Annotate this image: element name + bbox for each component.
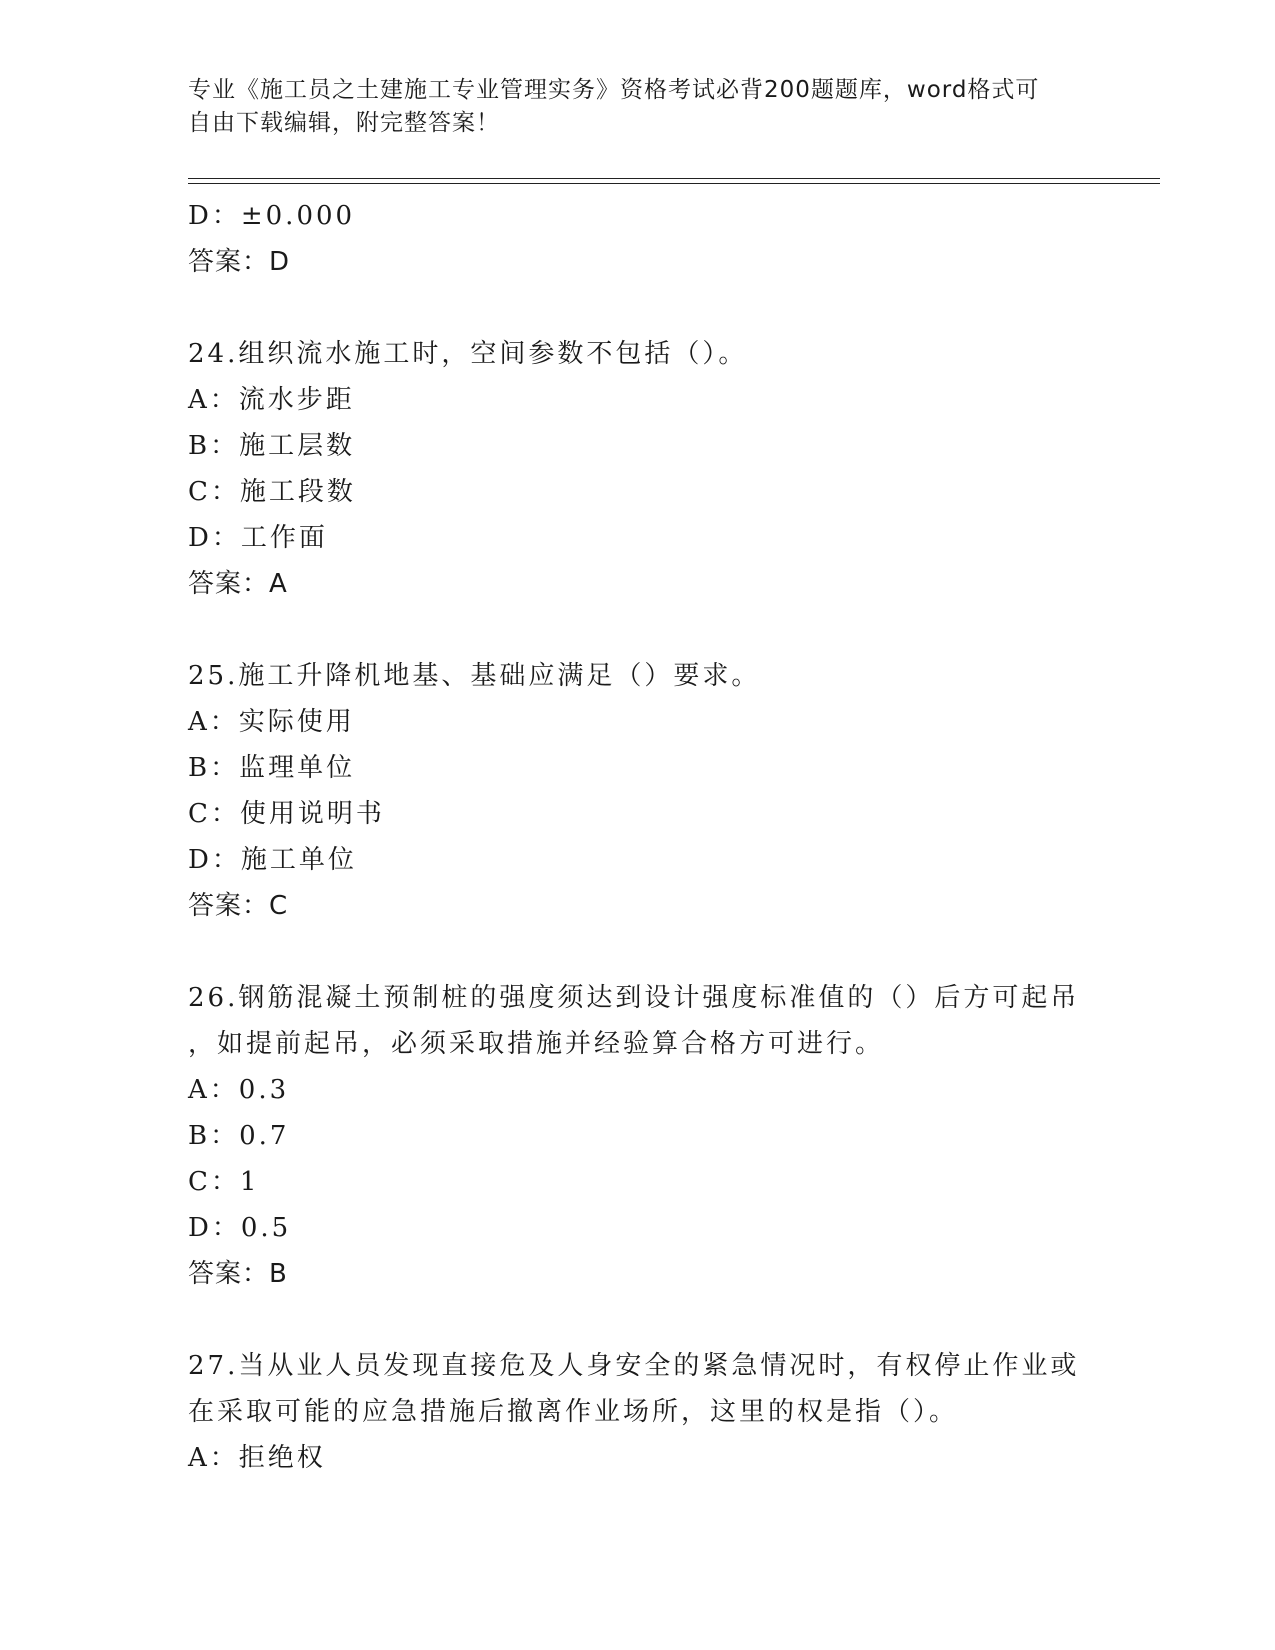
question-27 <box>188 1343 1088 1481</box>
question-spacer <box>188 607 1088 653</box>
option-d: D：0.5 <box>188 1213 292 1243</box>
question-spacer <box>188 929 1088 975</box>
answer: 答案：A <box>188 569 288 599</box>
header-title-line-2: 自由下载编辑，附完整答案！ <box>188 110 500 136</box>
option-a: A：流水步距 <box>188 385 355 415</box>
option-a: A：实际使用 <box>188 707 355 737</box>
header-divider-top <box>188 178 1160 179</box>
question-spacer <box>188 1297 1088 1343</box>
option-d: D：施工单位 <box>188 845 357 875</box>
answer: 答案：B <box>188 1259 288 1289</box>
option-b: B：监理单位 <box>188 753 356 783</box>
option-b: B：0.7 <box>188 1121 290 1151</box>
question-26 <box>188 975 1088 1297</box>
carryover-answer: 答案：D <box>188 247 291 277</box>
option-c: C：使用说明书 <box>188 799 385 829</box>
carryover-option-d: D：±0.000 <box>188 201 356 231</box>
answer: 答案：C <box>188 891 289 921</box>
question-stem: 25.施工升降机地基、基础应满足（）要求。 <box>188 661 761 691</box>
question-25 <box>188 653 1088 929</box>
question-stem-line-1: 27.当从业人员发现直接危及人身安全的紧急情况时，有权停止作业或 <box>188 1351 1080 1381</box>
option-c: C：施工段数 <box>188 477 356 507</box>
option-a: A：0.3 <box>188 1075 290 1105</box>
option-b: B：施工层数 <box>188 431 356 461</box>
question-stem-line-2: 在采取可能的应急措施后撤离作业场所，这里的权是指（）。 <box>188 1397 959 1427</box>
option-c: C：1 <box>188 1167 260 1197</box>
header-title-line-1: 专业《施工员之土建施工专业管理实务》资格考试必背200题题库，word格式可 <box>188 77 1040 103</box>
question-spacer <box>188 285 1088 331</box>
question-24 <box>188 331 1088 607</box>
question-stem-line-2: ，如提前起吊，必须采取措施并经验算合格方可进行。 <box>188 1029 885 1059</box>
option-d: D：工作面 <box>188 523 328 553</box>
header-divider-bottom <box>188 183 1160 184</box>
document-header <box>188 74 1088 140</box>
question-stem: 24.组织流水施工时，空间参数不包括（）。 <box>188 339 748 369</box>
option-a: A：拒绝权 <box>188 1443 326 1473</box>
question-list <box>188 193 1088 1481</box>
question-stem-line-1: 26.钢筋混凝土预制桩的强度须达到设计强度标准值的（）后方可起吊 <box>188 983 1080 1013</box>
